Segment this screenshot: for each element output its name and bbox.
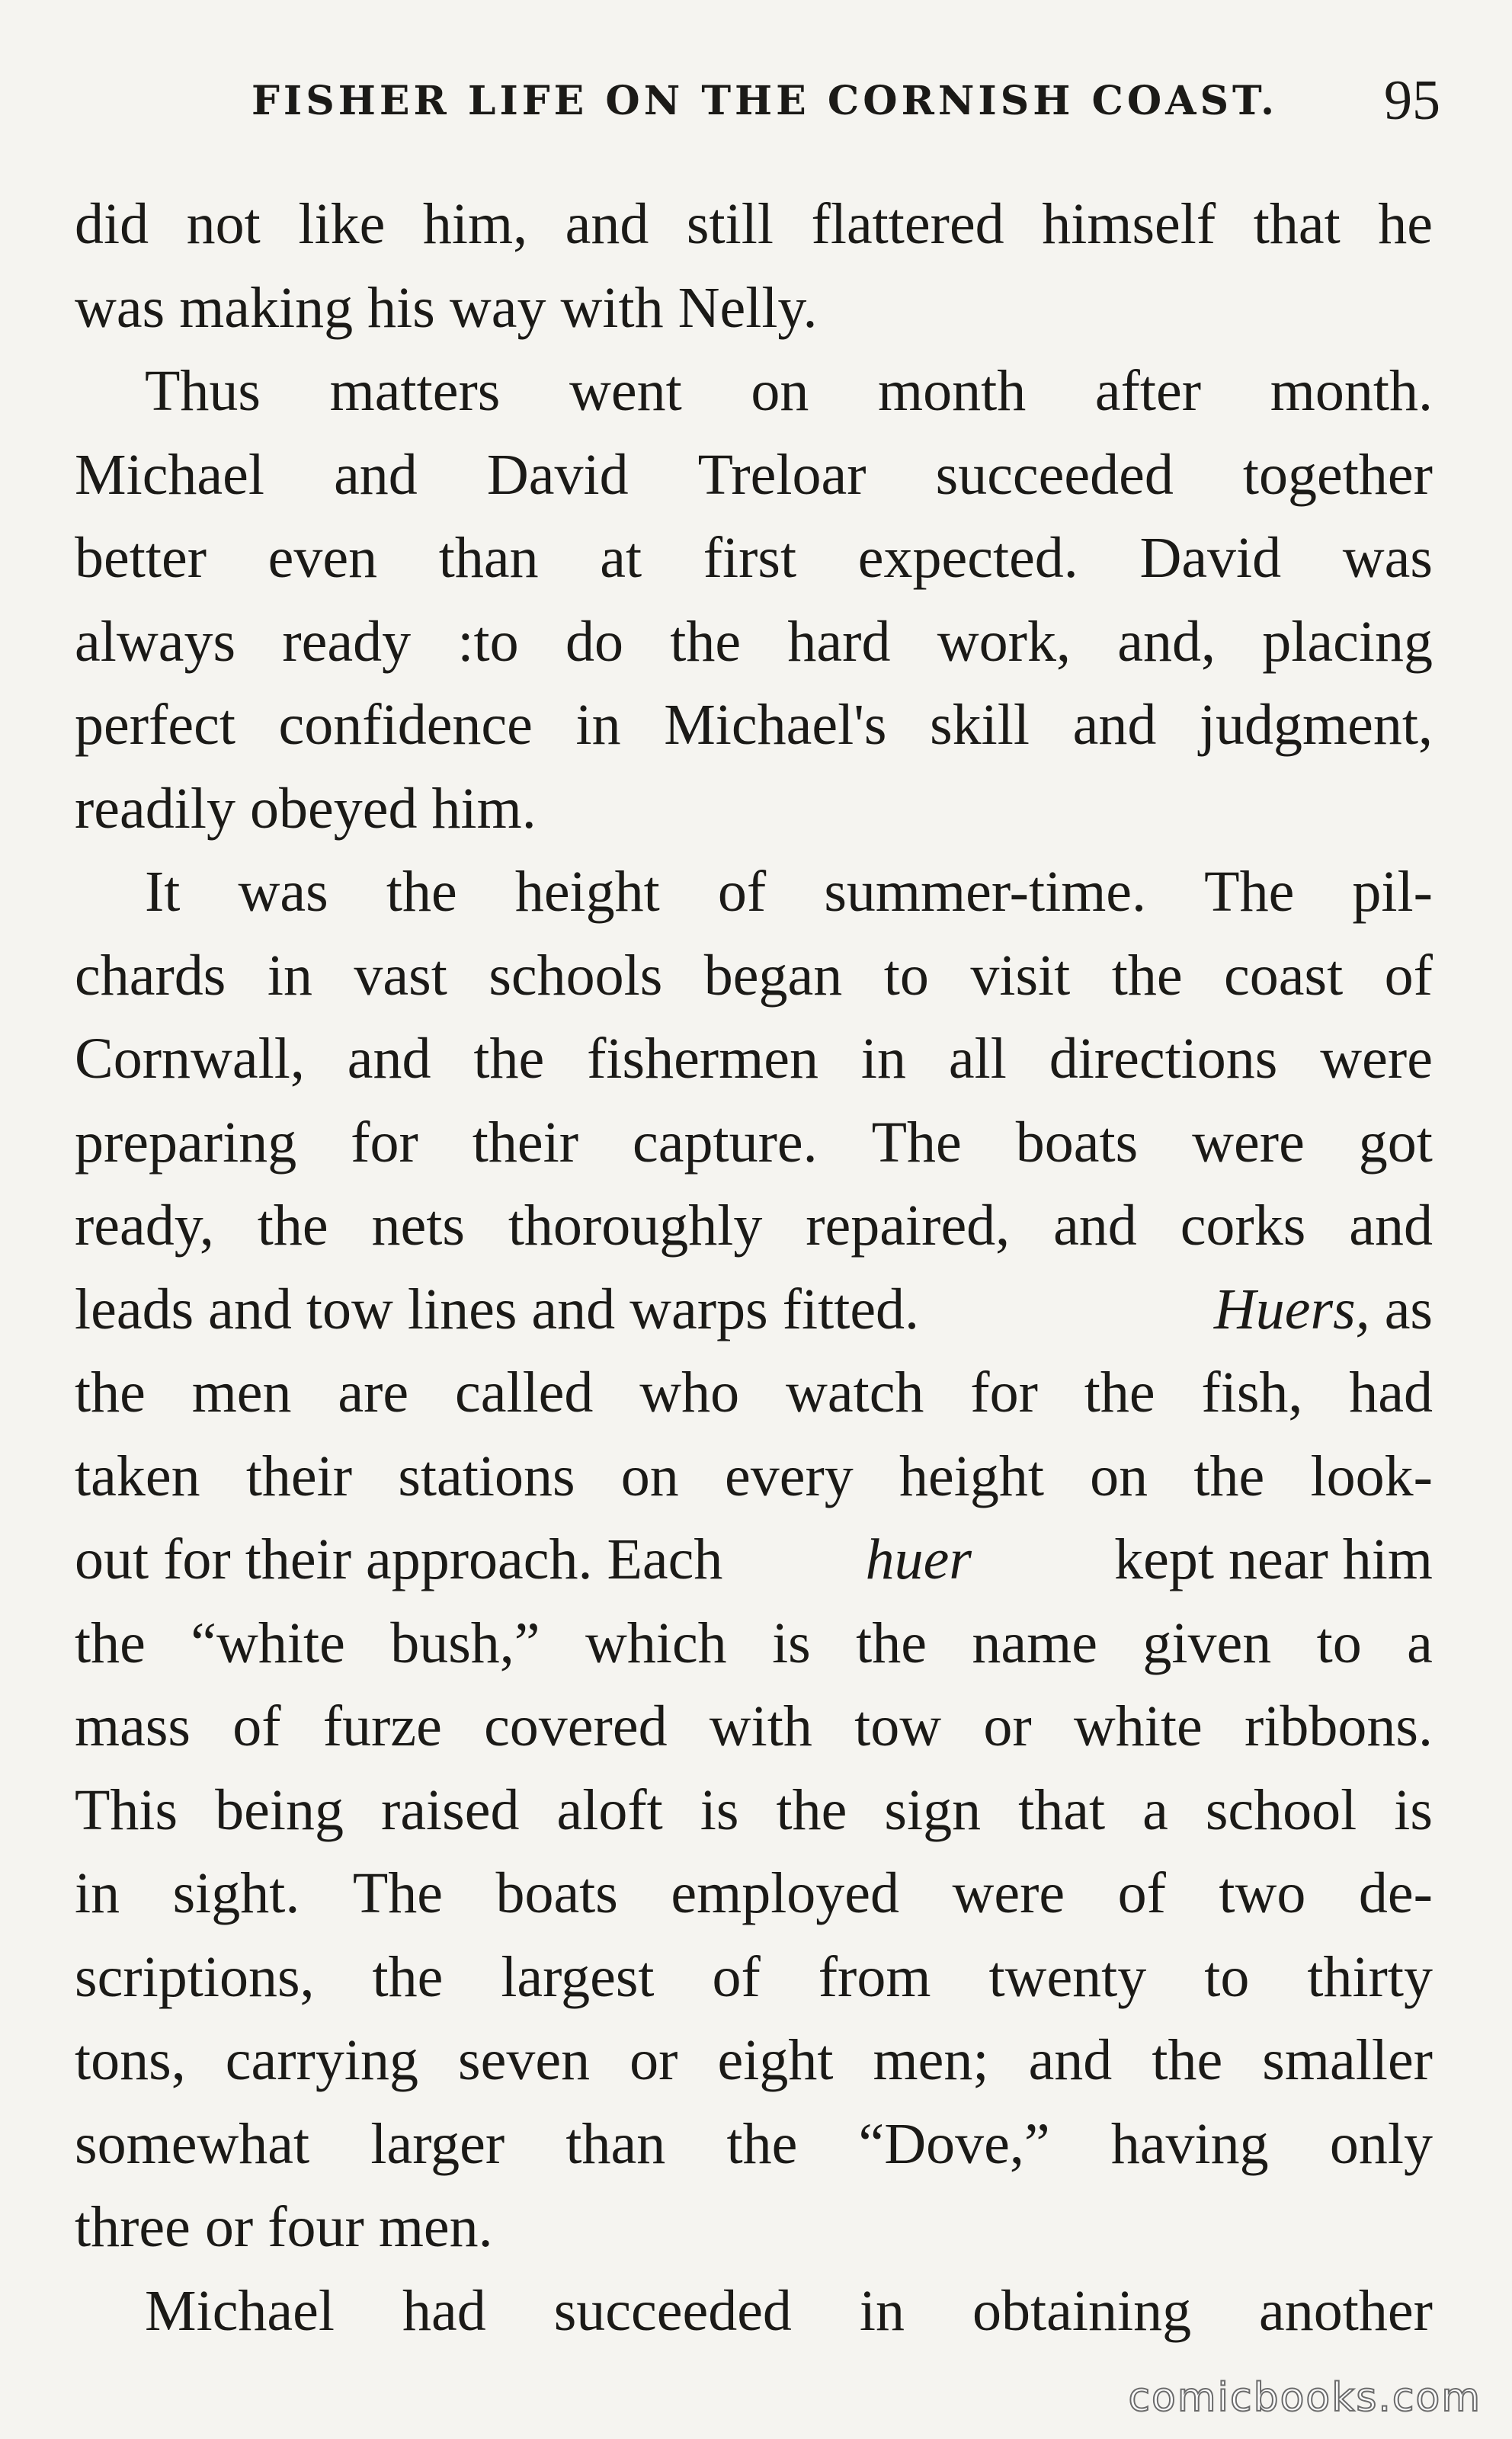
text-line [75, 1435, 1433, 1519]
line-text: always ready :to do the hard work, and, placing [75, 609, 1433, 674]
line-text: mass of furze covered with tow or white ribbons. [75, 1694, 1433, 1758]
line-text: chards in vast schools began to visit the coast of [75, 943, 1433, 1008]
line-text: Thus matters went on month after month. [145, 359, 1433, 423]
text-line [75, 2270, 1433, 2354]
text-line [75, 934, 1433, 1018]
line-text: scriptions, the largest of from twenty to thirty [75, 1944, 1433, 2009]
text-line [75, 1769, 1433, 1853]
body-text [75, 183, 1433, 2353]
line-text: This being raised aloft is the sign that a school is [75, 1777, 1433, 1842]
text-line: readily obeyed him. [75, 776, 537, 841]
text-line [75, 434, 1433, 518]
text-line [75, 1852, 1433, 1936]
text-line [75, 1184, 1433, 1268]
line-text: did not like him, and still flattered himself that he [75, 192, 1433, 256]
line-text: the “white bush,” which is the name given to a [75, 1611, 1433, 1675]
page-number: 95 [1384, 69, 1440, 132]
text-line [75, 350, 1433, 434]
text-line [75, 684, 1433, 768]
running-header [251, 70, 1440, 131]
text-line [75, 2019, 1433, 2103]
text-line [75, 1602, 1433, 1686]
line-text: the men are called who watch for the fish, had [75, 1361, 1433, 1425]
text-line: was making his way with Nelly. [75, 275, 818, 340]
line-text: preparing for their capture. The boats were got [75, 1110, 1433, 1175]
italic-term: huer [865, 1527, 972, 1591]
text-line [75, 517, 1433, 601]
running-title: FISHER LIFE ON THE CORNISH COAST. [251, 77, 1279, 124]
text-line [75, 1685, 1433, 1769]
watermark: comicbooks.com [1128, 2375, 1482, 2421]
line-text: tons, carrying seven or eight men; and the smaller [75, 2028, 1433, 2092]
line-text: It was the height of summer-time. The pil- [145, 860, 1433, 924]
italic-term: Huers, [1213, 1277, 1370, 1341]
line-text: Michael had succeeded in obtaining another [145, 2278, 1433, 2343]
text-line [75, 1101, 1433, 1185]
line-text: Cornwall, and the fishermen in all directions were [75, 1027, 1433, 1091]
line-text: somewhat larger than the “Dove,” having only [75, 2111, 1433, 2176]
text-line [75, 1351, 1433, 1435]
line-text: better even than at first expected. David was [75, 526, 1433, 590]
text-line [75, 1018, 1433, 1101]
text-line [75, 851, 1433, 934]
text-line [75, 183, 1433, 267]
text-line: out for their approach. Each huer kept near him [75, 1518, 1433, 1602]
text-line [75, 1936, 1433, 2020]
text-line [75, 2103, 1433, 2187]
text-line: leads and tow lines and warps fitted. Huers, as [75, 1277, 1433, 1341]
text-line: three or four men. [75, 2195, 493, 2259]
line-text: taken their stations on every height on the look- [75, 1444, 1433, 1508]
line-text: ready, the nets thoroughly repaired, and corks and [75, 1194, 1433, 1258]
line-text: in sight. The boats employed were of two de- [75, 1861, 1433, 1925]
line-text: Michael and David Treloar succeeded together [75, 442, 1433, 507]
text-line [75, 601, 1433, 684]
line-text: perfect confidence in Michael's skill and judgment, [75, 693, 1433, 757]
